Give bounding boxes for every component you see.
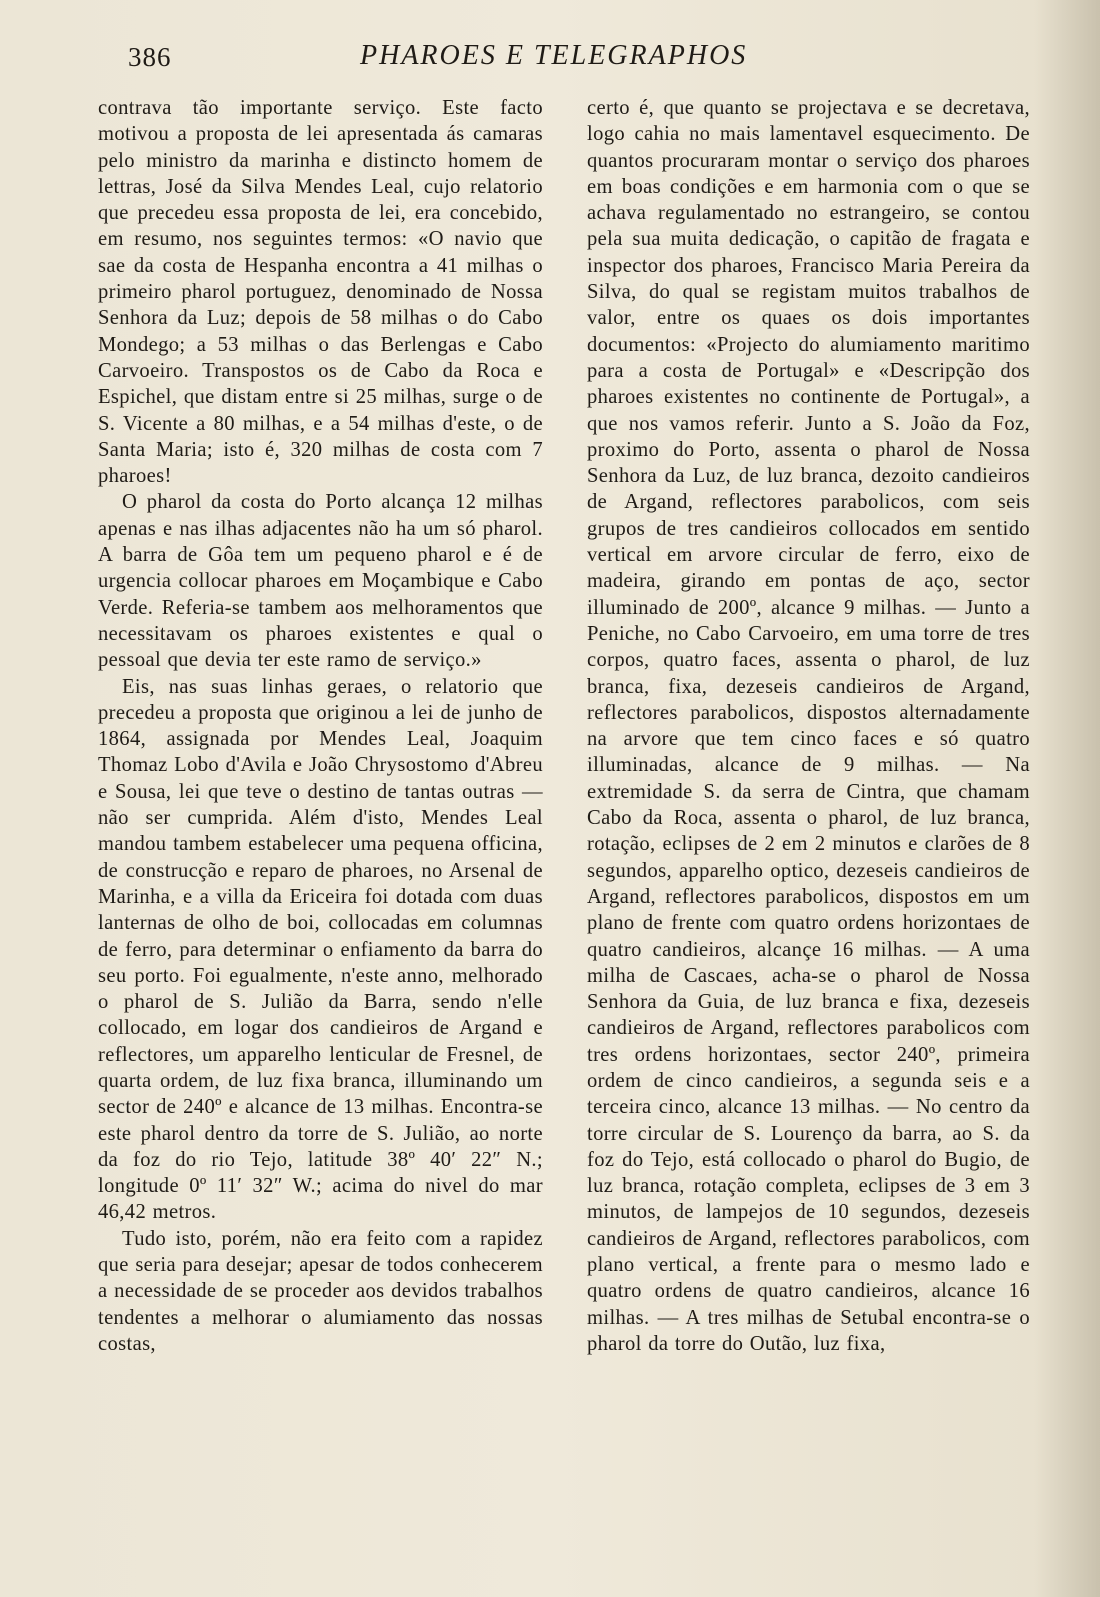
paragraph: contrava tão importante serviço. Este facto motivou a proposta de lei apresentada ás camaras pelo ministro da marinha e distincto homem de lettras, José da Silva Mendes Leal, cujo relatorio que precedeu essa proposta de lei, era concebido, em resumo, nos seguintes termos: «O navio que sae da costa de Hespanha encontra a 41 milhas o primeiro pharol portuguez, denominado de Nossa Senhora da Luz; depois de 58 milhas o do Cabo Mondego; a 53 milhas o das Berlengas e Cabo Carvoeiro. Transpostos os de Cabo da Roca e Espichel, que distam entre si 25 milhas, surge o de S. Vicente a 80 milhas, e a 54 milhas d'este, o de Santa Maria; isto é, 320 milhas de costa com 7 pharoes!	[98, 97, 543, 488]
paragraph: Eis, nas suas linhas geraes, o relatorio que precedeu a proposta que originou a lei de junho de 1864, assignada por Mendes Leal, Joaquim Thomaz Lobo d'Avila e João Chrysostomo d'Abreu e Sousa, lei que teve o destino de tantas outras — não ser cumprida. Além d'isto, Mendes Leal mandou tambem estabelecer uma pequena officina, de construcção e reparo de pharoes, no Arsenal de Marinha, e a villa da Ericeira foi dotada com duas lanternas de olho de boi, collocadas em columnas de ferro, para determinar o enfiamento da barra do seu porto. Foi egualmente, n'este anno, melhorado o pharol de S. Julião da Barra, sendo n'elle collocado, em logar dos candieiros de Argand e reflectores, um apparelho lenticular de Fresnel, de quarta ordem, de luz fixa branca, illuminando um sector de 240º e alcance de 13 milhas. Encontra-se este pharol dentro da torre de S. Julião, ao norte da foz do rio Tejo, latitude 38º 40′ 22″ N.; longitude 0º 11′ 32″ W.; acima do nivel do mar 46,42 metros.	[98, 675, 543, 1224]
left-column	[98, 95, 543, 1357]
page-number: 386	[128, 42, 172, 72]
page-header	[120, 36, 1020, 80]
paragraph: Tudo isto, porém, não era feito com a rapidez que seria para desejar; apesar de todos conhecerem a necessidade de se proceder aos devidos trabalhos tendentes a melhorar o alumiamento das nossas costas,	[98, 1227, 543, 1355]
right-column	[587, 95, 1030, 1357]
running-title: PHAROES E TELEGRAPHOS	[360, 40, 748, 71]
paragraph: certo é, que quanto se projectava e se decretava, logo cahia no mais lamentavel esquecimento. De quantos procuraram montar o serviço dos pharoes em boas condições e em harmonia com o que se achava regulamentado no estrangeiro, se contou pela sua muita dedicação, o capitão de fragata e inspector dos pharoes, Francisco Maria Pereira da Silva, do qual se registam muitos trabalhos de valor, entre os quaes os dois importantes documentos: «Projecto do alumiamento maritimo para a costa de Portugal» e «Descripção dos pharoes existentes no continente de Portugal», a que nos vamos referir. Junto a S. João da Foz, proximo do Porto, assenta o pharol de Nossa Senhora da Luz, de luz branca, dezoito candieiros de Argand, reflectores parabolicos, com seis grupos de tres candieiros collocados em sentido vertical em arvore circular de ferro, eixo de madeira, girando em pontas de aço, sector illuminado de 200º, alcance 9 milhas. — Junto a Peniche, no Cabo Carvoeiro, em uma torre de tres corpos, quatro faces, assenta o pharol, de luz branca, fixa, dezeseis candieiros de Argand, reflectores parabolicos, dispostos alternadamente na arvore que tem cinco faces e só quatro illuminadas, alcance de 9 milhas. — Na extremidade S. da serra de Cintra, que chamam Cabo da Roca, assenta o pharol, de luz branca, rotação, eclipses de 2 em 2 minutos e clarões de 8 segundos, apparelho optico, dezeseis candieiros de Argand, reflectores parabolicos, dispostos em um plano de frente com quatro ordens horizontaes de quatro candieiros, alcançe 16 milhas. — A uma milha de Cascaes, acha-se o pharol de Nossa Senhora da Guia, de luz branca e fixa, dezeseis candieiros de Argand, reflectores parabolicos com tres ordens horizontaes, sector 240º, primeira ordem de cinco candieiros, a segunda seis e a terceira cinco, alcance 13 milhas. — No centro da torre circular de S. Lourenço da barra, ao S. da foz do Tejo, está collocado o pharol do Bugio, de luz branca, rotação completa, eclipses de 3 em 3 minutos, de lampejos de 10 segundos, dezeseis candieiros de Argand, reflectores parabolicos, com plano vertical, a frente para o mesmo lado e quatro ordens de quatro candieiros, alcance 16 milhas. — A tres milhas de Setubal encontra-se o pharol da torre do Outão, luz fixa,	[587, 97, 1030, 1355]
paragraph: O pharol da costa do Porto alcança 12 milhas apenas e nas ilhas adjacentes não ha um só pharol. A barra de Gôa tem um pequeno pharol e é de urgencia collocar pharoes em Moçambique e Cabo Verde. Referia-se tambem aos melhoramentos que necessitavam os pharoes existentes e qual o pessoal que devia ter este ramo de serviço.»	[98, 491, 543, 672]
